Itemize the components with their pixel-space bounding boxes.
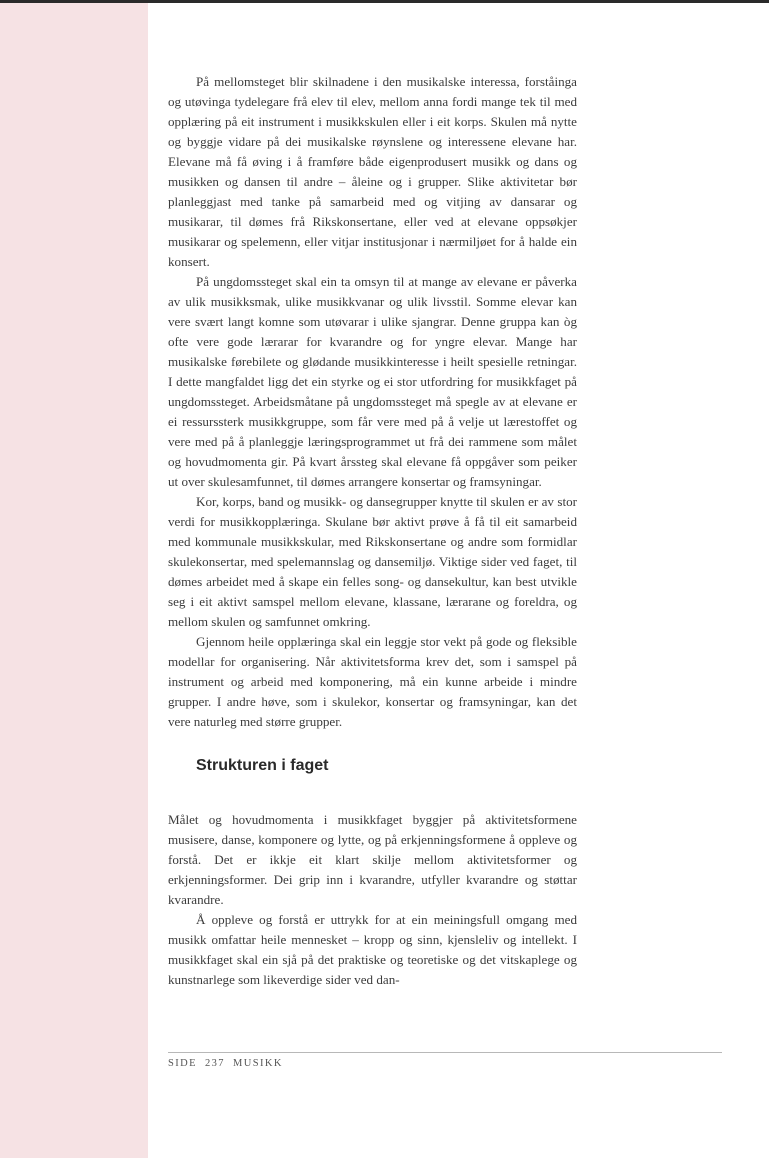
footer-page-number: 237 — [205, 1058, 225, 1069]
page-body — [168, 72, 577, 990]
paragraph-ungdomssteget: På ungdomssteget skal ein ta omsyn til at mange av elevane er påverka av ulik musikksmak, ulike musikkvanar og ulik livsstil. Somme elevar kan vere svært langt komne som utøvarar i ulike sjangrar. Denne gruppa kan òg ofte vere gode lærarar for kvarandre og for yngre elevar. Mange har musikalske førebilete og glødande musikkinteresse i heilt spesielle retningar. I dette mangfaldet ligg det ein styrke og ei stor utfordring for musikkfaget på ungdomssteget. Arbeidsmåtane på ungdomssteget må spegle av at elevane er ei ressurssterk musikkgruppe, som får vere med på å velje ut lærestoffet og vere med på å planleggje læringsprogrammet ut frå dei rammene som målet og hovudmomenta gir. På kvart årssteg skal elevane få oppgåver som peiker ut over skulesamfunnet, til dømes arrangere konsertar og framsyningar. — [168, 274, 577, 489]
section-heading: Strukturen i faget — [196, 757, 329, 774]
page-footer — [168, 1058, 283, 1069]
footer-side-label: SIDE — [168, 1058, 197, 1069]
paragraph-oppleve-forsta: Å oppleve og forstå er uttrykk for at ein meiningsfull omgang med musikk omfattar heile mennesket – kropp og sinn, kjensleliv og intellekt. I musikkfaget skal ein sjå på det praktiske og teoretiske og det vitskaplege og kunstnarlege som likeverdige sider ved dan- — [168, 912, 577, 987]
footer-subject: MUSIKK — [233, 1058, 283, 1069]
paragraph-kor-korps: Kor, korps, band og musikk- og dansegrupper knytte til skulen er av stor verdi for musikkopplæringa. Skulane bør aktivt prøve å få til eit samarbeid med kommunale musikkskular, med Rikskonsertane og andre som formidlar skulekonsertar, med spelemannslag og dansemiljø. Viktige sider ved faget, til dømes arbeidet med å skape ein felles song- og dansekultur, kan best utvikle seg i eit aktivt samspel mellom elevane, klassane, lærarane og foreldra, og mellom skulen og samfunnet omkring. — [168, 494, 577, 629]
footer-rule — [168, 1052, 722, 1053]
left-margin-strip — [0, 3, 148, 1158]
paragraph-strukturen: Målet og hovudmomenta i musikkfaget byggjer på aktivitetsformene musisere, danse, komponere og lytte, og på erkjenningsformene å oppleve og forstå. Det er ikkje eit klart skilje mellom aktivitetsformer og erkjenningsformer. Dei grip inn i kvarandre, utfyller kvarandre og støttar kvarandre. — [168, 812, 577, 907]
paragraph-mellomsteget: På mellomsteget blir skilnadene i den musikalske interessa, forståinga og utøvinga tydelegare frå elev til elev, mellom anna fordi mange tek til med opplæring på eit instrument i musikkskulen eller i eit korps. Skulen må nytte og byggje vidare på dei musikalske røynslene og interessene elevane har. Elevane må få øving i å framføre både eigenprodusert musikk og dans og musikken og dansen til andre – åleine og i grupper. Slike aktivitetar bør planleggjast med tanke på samarbeid med og vitjing av dansarar og musikarar, til dømes frå Rikskonsertane, eller ved at elevane oppsøkjer musikarar og spelemenn, eller vitjar institusjonar i nærmiljøet for å halde ein konsert. — [168, 74, 577, 269]
paragraph-organisering: Gjennom heile opplæringa skal ein leggje stor vekt på gode og fleksible modellar for organisering. Når aktivitetsforma krev det, som i samspel på instrument og arbeid med komponering, må ein kunne arbeide i mindre grupper. I andre høve, som i skulekor, konsertar og framsyningar, kan det vere naturleg med større grupper. — [168, 634, 577, 729]
